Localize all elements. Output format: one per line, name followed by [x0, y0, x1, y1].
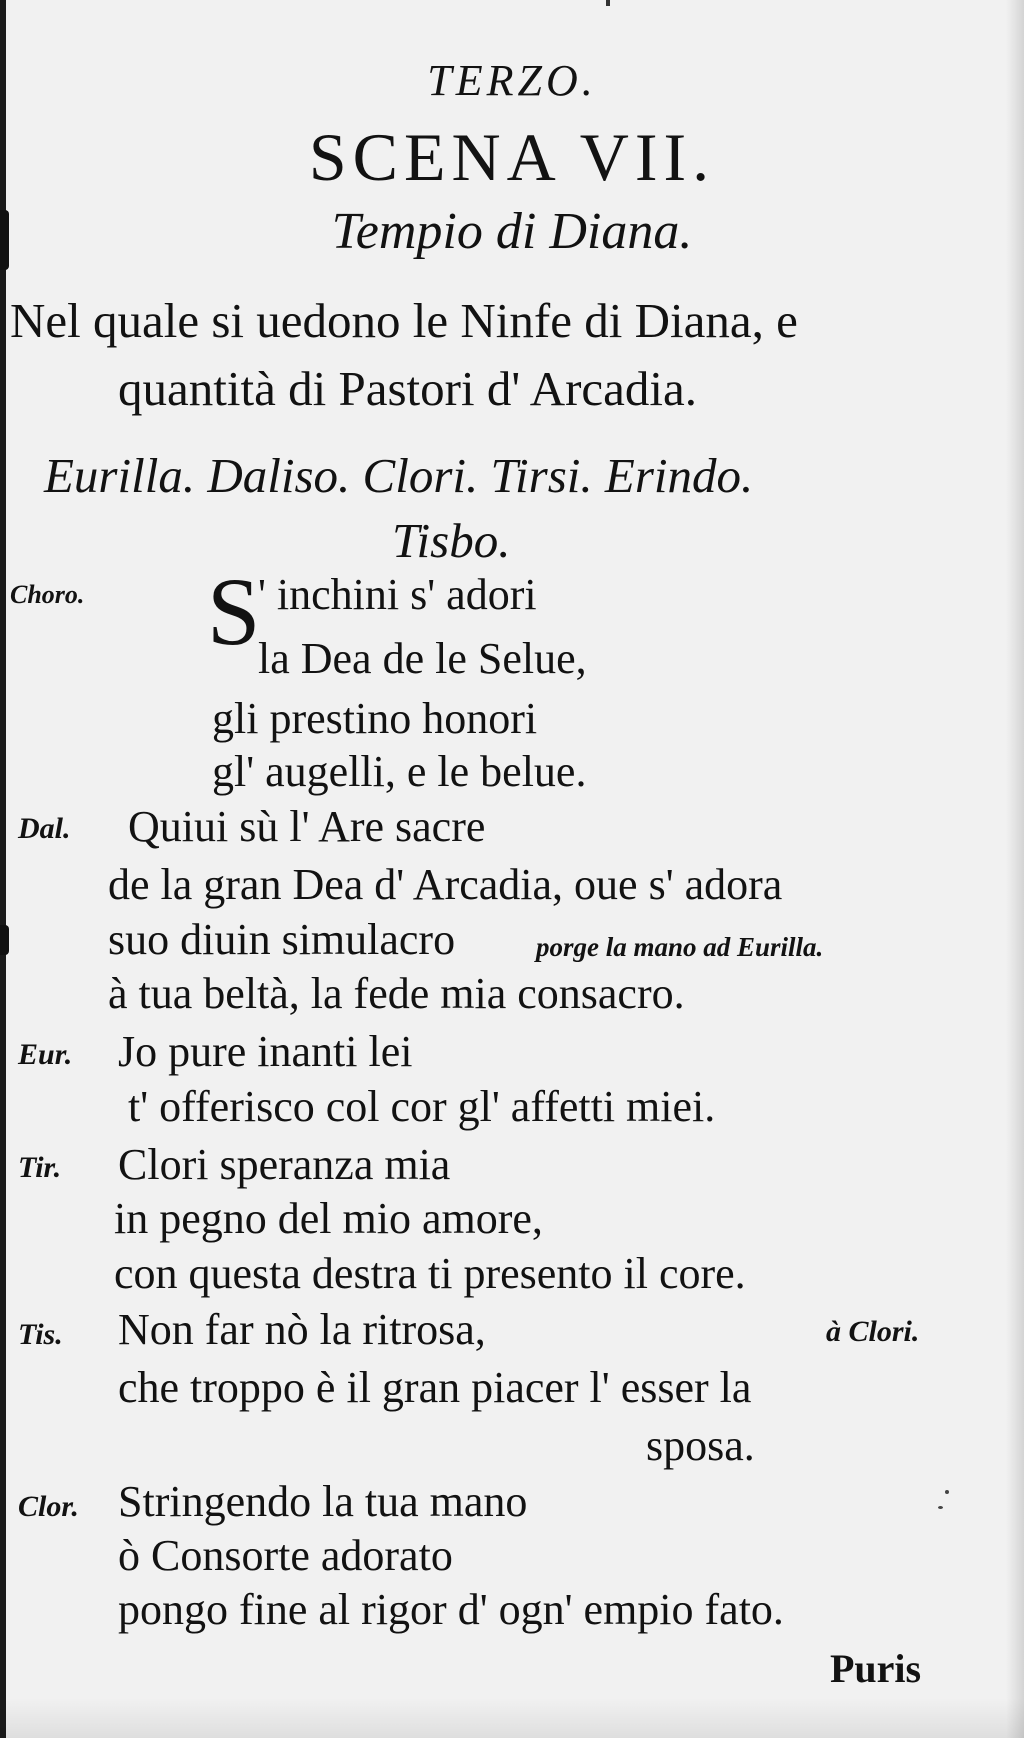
verse-line: gl' augelli, e le belue.	[212, 747, 587, 796]
stage-aside: à Clori.	[826, 1315, 920, 1348]
running-head: TERZO.	[427, 56, 597, 105]
scene-location: Tempio di Diana.	[331, 203, 693, 260]
cast-list-line: Eurilla. Daliso. Clori. Tirsi. Erindo.	[44, 448, 754, 503]
cast-list-line: Tisbo.	[392, 513, 511, 568]
verse-line: Stringendo la tua mano	[118, 1477, 528, 1526]
verse-line: ò Consorte adorato	[118, 1531, 453, 1580]
drop-capital: S	[207, 558, 261, 665]
page-speck	[945, 1490, 949, 1494]
speaker-label: Choro.	[10, 580, 85, 609]
scene-title: SCENA VII.	[308, 119, 716, 195]
page-bottom-shadow	[0, 1698, 1024, 1738]
binding-notch	[0, 925, 9, 955]
stage-direction-line: Nel quale si uedono le Ninfe di Diana, e	[10, 293, 798, 348]
verse-line: la Dea de le Selue,	[258, 634, 587, 683]
verse-line: Clori speranza mia	[118, 1140, 451, 1189]
verse-line: t' offerisco col cor gl' affetti miei.	[128, 1082, 716, 1131]
verse-line: suo diuin simulacro	[108, 915, 456, 964]
verse-line: Non far nò la ritrosa,	[118, 1305, 486, 1354]
verse-line: de la gran Dea d' Arcadia, oue s' adora	[108, 860, 783, 909]
speaker-label: Eur.	[18, 1038, 73, 1071]
verse-line: ' inchini s' adori	[258, 570, 537, 619]
verse-line: à tua beltà, la fede mia consacro.	[108, 969, 685, 1018]
verse-line: sposa.	[646, 1421, 755, 1470]
verse-line: Quiui sù l' Are sacre	[128, 802, 486, 851]
page-speck	[938, 1506, 943, 1509]
catchword: Puris	[830, 1646, 922, 1691]
verse-line: in pegno del mio amore,	[114, 1194, 543, 1243]
speaker-label: Dal.	[18, 812, 71, 845]
verse-line: pongo fine al rigor d' ogn' empio fato.	[118, 1585, 784, 1634]
stage-aside: porge la mano ad Eurilla.	[536, 932, 824, 962]
verse-line: Jo pure inanti lei	[118, 1027, 413, 1076]
stage-direction-line: quantità di Pastori d' Arcadia.	[118, 361, 698, 416]
verse-line: con questa destra ti presento il core.	[114, 1249, 746, 1298]
page-speck	[606, 0, 610, 6]
speaker-label: Tir.	[18, 1151, 62, 1184]
verse-line: gli prestino honori	[212, 694, 538, 743]
speaker-label: Tis.	[18, 1318, 63, 1351]
speaker-label: Clor.	[18, 1490, 79, 1523]
verse-line: che troppo è il gran piacer l' esser la	[118, 1363, 752, 1412]
